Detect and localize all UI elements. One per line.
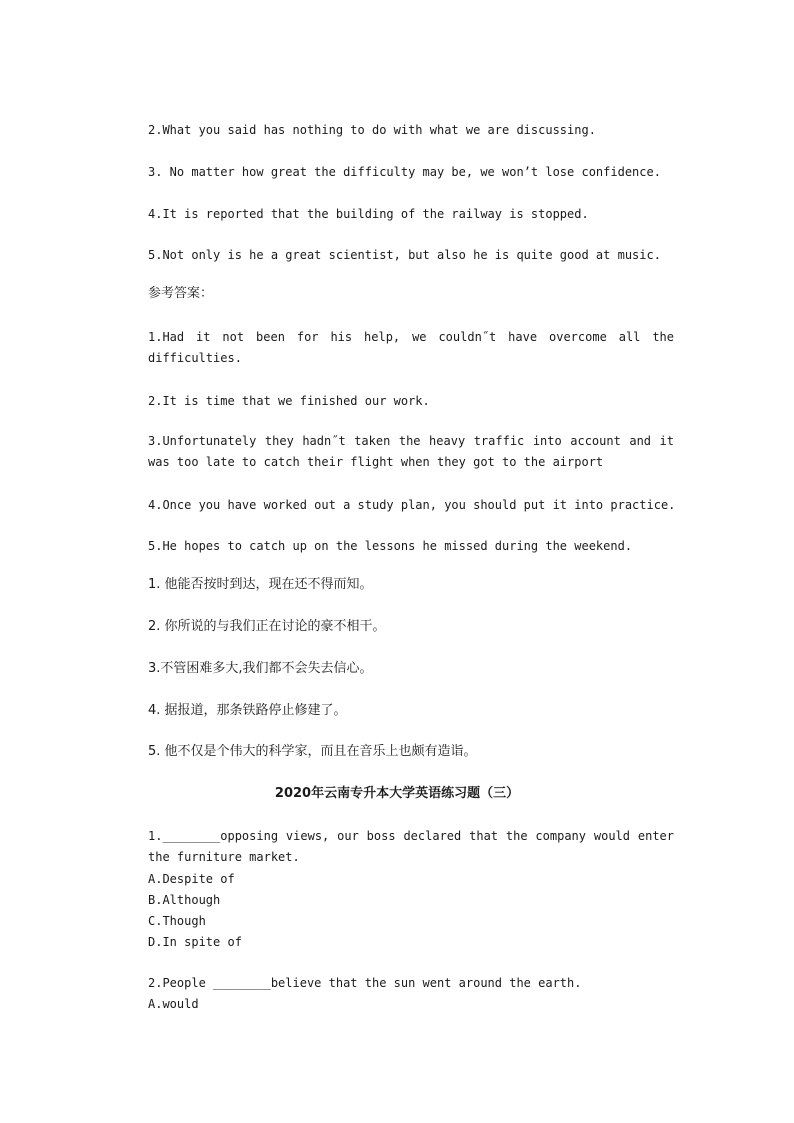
answer-cn: 1. 他能否按时到达，现在还不得而知。 bbox=[148, 577, 373, 592]
exercise-sentence: 4.It is reported that the building of the railway is stopped. bbox=[148, 207, 589, 221]
question-option: A.Despite of bbox=[148, 872, 235, 886]
question-option: C.Though bbox=[148, 914, 206, 928]
section-title: 2020年云南专升本大学英语练习题（三） bbox=[274, 786, 520, 801]
exercise-sentence: 2.What you said has nothing to do with what we are discussing. bbox=[148, 123, 596, 137]
answer-cn: 2. 你所说的与我们正在讨论的豪不相干。 bbox=[148, 619, 386, 634]
exercise-sentence: 5.Not only is he a great scientist, but also he is quite good at music. bbox=[148, 248, 661, 262]
answer-en: 5.He hopes to catch up on the lessons he missed during the weekend. bbox=[148, 539, 633, 553]
answer-en-text: 3.Unfortunately they hadn˝t taken the heavy traffic into account and it was too late to catch their flight when they got to the airport bbox=[148, 434, 674, 469]
answer-en: 2.It is time that we finished our work. bbox=[148, 394, 430, 408]
answer-en: 4.Once you have worked out a study plan, you should put it into practice. bbox=[148, 498, 676, 512]
question-stem: 2.People ________believe that the sun went around the earth. bbox=[148, 976, 582, 990]
answer-cn: 5. 他不仅是个伟大的科学家，而且在音乐上也颇有造诣。 bbox=[148, 744, 477, 759]
answer-cn: 4. 据报道，那条铁路停止修建了。 bbox=[148, 703, 347, 718]
answer-en-text: 1.Had it not been for his help, we couldn˝t have overcome all the difficulties. bbox=[148, 330, 674, 365]
question-option: B.Although bbox=[148, 893, 221, 907]
answer-heading: 参考答案： bbox=[148, 286, 214, 301]
answer-cn: 3.不管困难多大,我们都不会失去信心。 bbox=[148, 661, 373, 676]
answer-en bbox=[121, 327, 674, 369]
question-stem bbox=[121, 826, 674, 868]
exercise-sentence: 3. No matter how great the difficulty may be, we won’t lose confidence. bbox=[148, 165, 661, 179]
question-option: A.would bbox=[148, 997, 199, 1011]
answer-en bbox=[121, 431, 674, 473]
question-option: D.In spite of bbox=[148, 935, 242, 949]
question-stem-text: 1.________opposing views, our boss declared that the company would enter the furniture market. bbox=[148, 829, 674, 864]
